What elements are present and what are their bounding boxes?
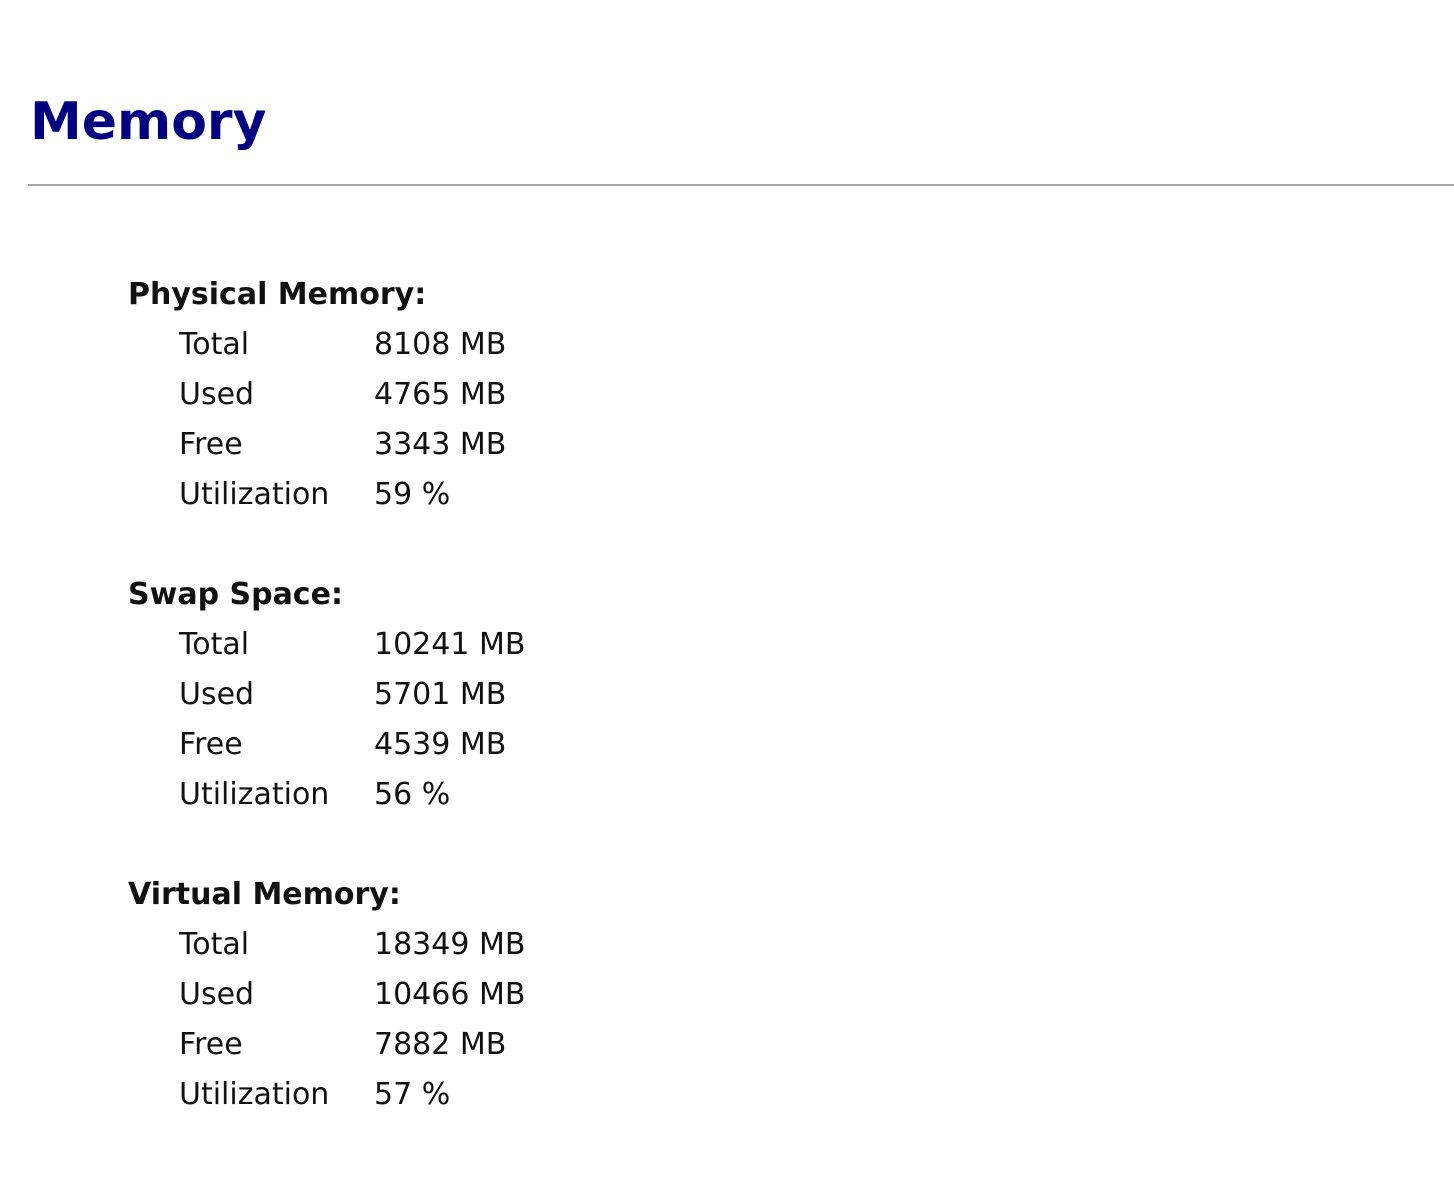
stat-label: Free [179,1027,243,1062]
stat-label: Total [179,627,250,662]
stat-row-free [128,1020,728,1070]
stat-row-used [128,370,728,420]
stat-label: Total [179,927,250,962]
stat-row-total [128,620,728,670]
stat-value: 57 % [374,1077,451,1112]
stat-label: Used [179,377,255,412]
stat-value: 59 % [374,477,451,512]
swap-space-section [128,570,728,820]
stat-label: Free [179,427,243,462]
stat-row-utilization [128,1070,728,1120]
stat-value: 4765 MB [374,377,507,412]
title-divider [28,184,1454,186]
section-heading: Physical Memory: [128,277,427,312]
section-heading: Virtual Memory: [128,877,401,912]
stat-label: Utilization [179,777,330,812]
section-heading: Swap Space: [128,577,343,612]
stat-value: 18349 MB [374,927,526,962]
stat-label: Used [179,677,255,712]
stat-value: 3343 MB [374,427,507,462]
virtual-memory-section [128,870,728,1120]
stat-value: 8108 MB [374,327,507,362]
stat-row-free [128,420,728,470]
physical-memory-section [128,270,728,520]
stat-row-total [128,320,728,370]
stat-label: Total [179,327,250,362]
stat-value: 10241 MB [374,627,526,662]
stat-label: Free [179,727,243,762]
stat-row-utilization [128,470,728,520]
page-title: Memory [30,92,267,152]
stat-row-utilization [128,770,728,820]
stat-label: Utilization [179,477,330,512]
stat-value: 7882 MB [374,1027,507,1062]
stat-row-used [128,970,728,1020]
stat-row-used [128,670,728,720]
stat-row-free [128,720,728,770]
stat-label: Used [179,977,255,1012]
stat-row-total [128,920,728,970]
stat-label: Utilization [179,1077,330,1112]
stat-value: 56 % [374,777,451,812]
stat-value: 4539 MB [374,727,507,762]
stat-value: 10466 MB [374,977,526,1012]
stat-value: 5701 MB [374,677,507,712]
